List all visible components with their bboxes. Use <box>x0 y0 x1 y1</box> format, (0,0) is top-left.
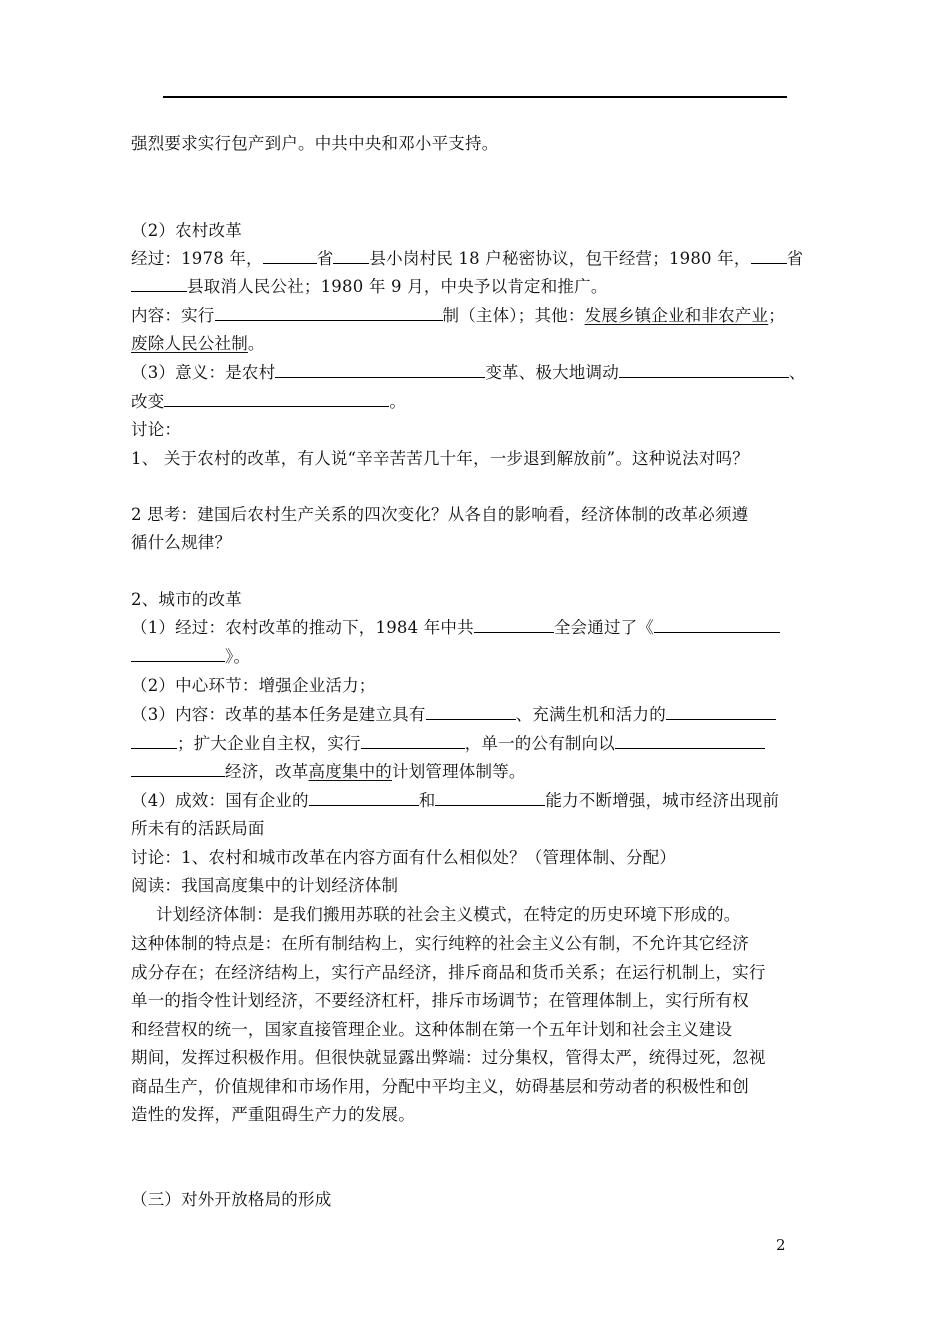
header-rule <box>163 96 787 98</box>
underlined-text: 废除人民公社制 <box>131 334 248 353</box>
paragraph-line: 和经营权的统一，国家直接管理企业。这种体制在第一个五年计划和社会主义建设 <box>131 1020 733 1039</box>
fill-blank[interactable] <box>131 761 225 777</box>
text-line: （2）中心环节：增强企业活力； <box>131 676 376 695</box>
text-run: ； <box>768 306 785 325</box>
text-run: （3）内容：改革的基本任务是建立具有 <box>131 705 426 724</box>
text-run: 县取消人民公社；1980 年 9 月，中央予以肯定和推广。 <box>187 277 608 296</box>
text-line: 阅读：我国高度集中的计划经济体制 <box>131 876 399 895</box>
fill-blank[interactable] <box>615 733 765 749</box>
text-line <box>131 248 803 270</box>
fill-blank[interactable] <box>131 733 177 749</box>
text-run: 、 <box>788 363 806 382</box>
paragraph-line: 单一的指令性计划经济，不要经济杠杆，排斥市场调节；在管理体制上，实行所有权 <box>131 991 749 1010</box>
text-run: 能力不断增强，城市经济出现前 <box>545 791 780 810</box>
fill-blank[interactable] <box>474 617 554 633</box>
text-run: （1）经过：农村改革的推动下，1984 年中共 <box>131 618 474 637</box>
text-run: 经济，改革 <box>225 762 309 781</box>
fill-blank[interactable] <box>361 733 465 749</box>
text-run: 和 <box>418 791 436 810</box>
fill-blank[interactable] <box>164 391 389 407</box>
text-run: 》。 <box>225 647 251 666</box>
text-line <box>131 761 526 783</box>
text-line: 2 思考：建国后农村生产关系的四次变化？从各自的影响看，经济体制的改革必须遵 <box>131 505 749 524</box>
fill-blank[interactable] <box>263 248 317 264</box>
section-heading: （三）对外开放格局的形成 <box>131 1190 332 1209</box>
text-run: （4）成效：国有企业的 <box>131 791 309 810</box>
section-heading: 2、城市的改革 <box>131 590 242 609</box>
text-line <box>131 276 608 298</box>
text-run: 、充满生机和活力的 <box>515 705 666 724</box>
text-line <box>131 617 780 639</box>
fill-blank[interactable] <box>666 704 776 720</box>
text-run: 制（主体）；其他： <box>442 306 585 325</box>
underlined-text: 高度集中的 <box>308 762 392 781</box>
text-run: 全会通过了《 <box>553 618 655 637</box>
paragraph-line: 计划经济体制：是我们搬用苏联的社会主义模式，在特定的历史环境下形成的。 <box>156 905 741 924</box>
text-line: 讨论：1、农村和城市改革在内容方面有什么相似处？（管理体制、分配） <box>131 848 677 867</box>
paragraph-line: 商品生产，价值规律和市场作用，分配中平均主义，妨碍基层和劳动者的积极性和创 <box>131 1077 749 1096</box>
text-run: 省 <box>786 249 804 268</box>
fill-blank[interactable] <box>309 790 419 806</box>
text-run: 变革、极大地调动 <box>485 363 619 382</box>
fill-blank[interactable] <box>435 790 545 806</box>
section-heading: （2）农村改革 <box>131 221 242 240</box>
text-run: （3）意义：是农村 <box>131 363 276 382</box>
text-run: ；扩大企业自主权，实行 <box>177 734 361 753</box>
text-line <box>131 646 250 668</box>
text-line: 强烈要求实行包产到户。中共中央和邓小平支持。 <box>131 134 499 153</box>
text-run: 计划管理体制等。 <box>392 762 526 781</box>
text-line: 讨论： <box>131 420 182 439</box>
fill-blank[interactable] <box>333 248 369 264</box>
text-run: 省 <box>316 249 334 268</box>
text-line <box>131 790 779 812</box>
text-line: 循什么规律？ <box>131 533 232 552</box>
paragraph-line: 期间，发挥过积极作用。但很快就显露出弊端：过分集权，管得太严，统得过死，忽视 <box>131 1048 766 1067</box>
text-run: 经过：1978 年， <box>131 249 263 268</box>
text-line <box>131 362 806 384</box>
text-run: 改变 <box>131 392 165 411</box>
text-line <box>131 305 785 327</box>
text-run: ，单一的公有制向以 <box>464 734 616 753</box>
text-run: 内容：实行 <box>131 306 215 325</box>
fill-blank[interactable] <box>215 305 443 321</box>
paragraph-line: 造性的发挥，严重阻碍生产力的发展。 <box>131 1105 415 1124</box>
text-run: 县小岗村民 18 户秘密协议，包干经营；1980 年， <box>369 249 751 268</box>
paragraph-line: 这种体制的特点是：在所有制结构上，实行纯粹的社会主义公有制，不允许其它经济 <box>131 934 749 953</box>
fill-blank[interactable] <box>275 362 485 378</box>
text-line <box>131 333 265 355</box>
text-line: 1、 关于农村的改革，有人说“辛辛苦苦几十年，一步退到解放前”。这种说法对吗？ <box>131 449 749 468</box>
text-run: 。 <box>247 334 265 353</box>
paragraph-line: 成分存在；在经济结构上，实行产品经济，排斥商品和货币关系；在运行机制上，实行 <box>131 963 766 982</box>
page-number: 2 <box>776 1236 786 1254</box>
underlined-text: 发展乡镇企业和非农产业 <box>584 306 769 325</box>
text-run: 。 <box>389 392 407 411</box>
text-line <box>131 704 776 726</box>
text-line <box>131 391 406 413</box>
fill-blank[interactable] <box>751 248 787 264</box>
text-line <box>131 733 765 755</box>
fill-blank[interactable] <box>131 276 187 292</box>
text-line: 所未有的活跃局面 <box>131 819 265 838</box>
fill-blank[interactable] <box>654 617 780 633</box>
fill-blank[interactable] <box>426 704 516 720</box>
fill-blank[interactable] <box>619 362 789 378</box>
fill-blank[interactable] <box>131 646 225 662</box>
